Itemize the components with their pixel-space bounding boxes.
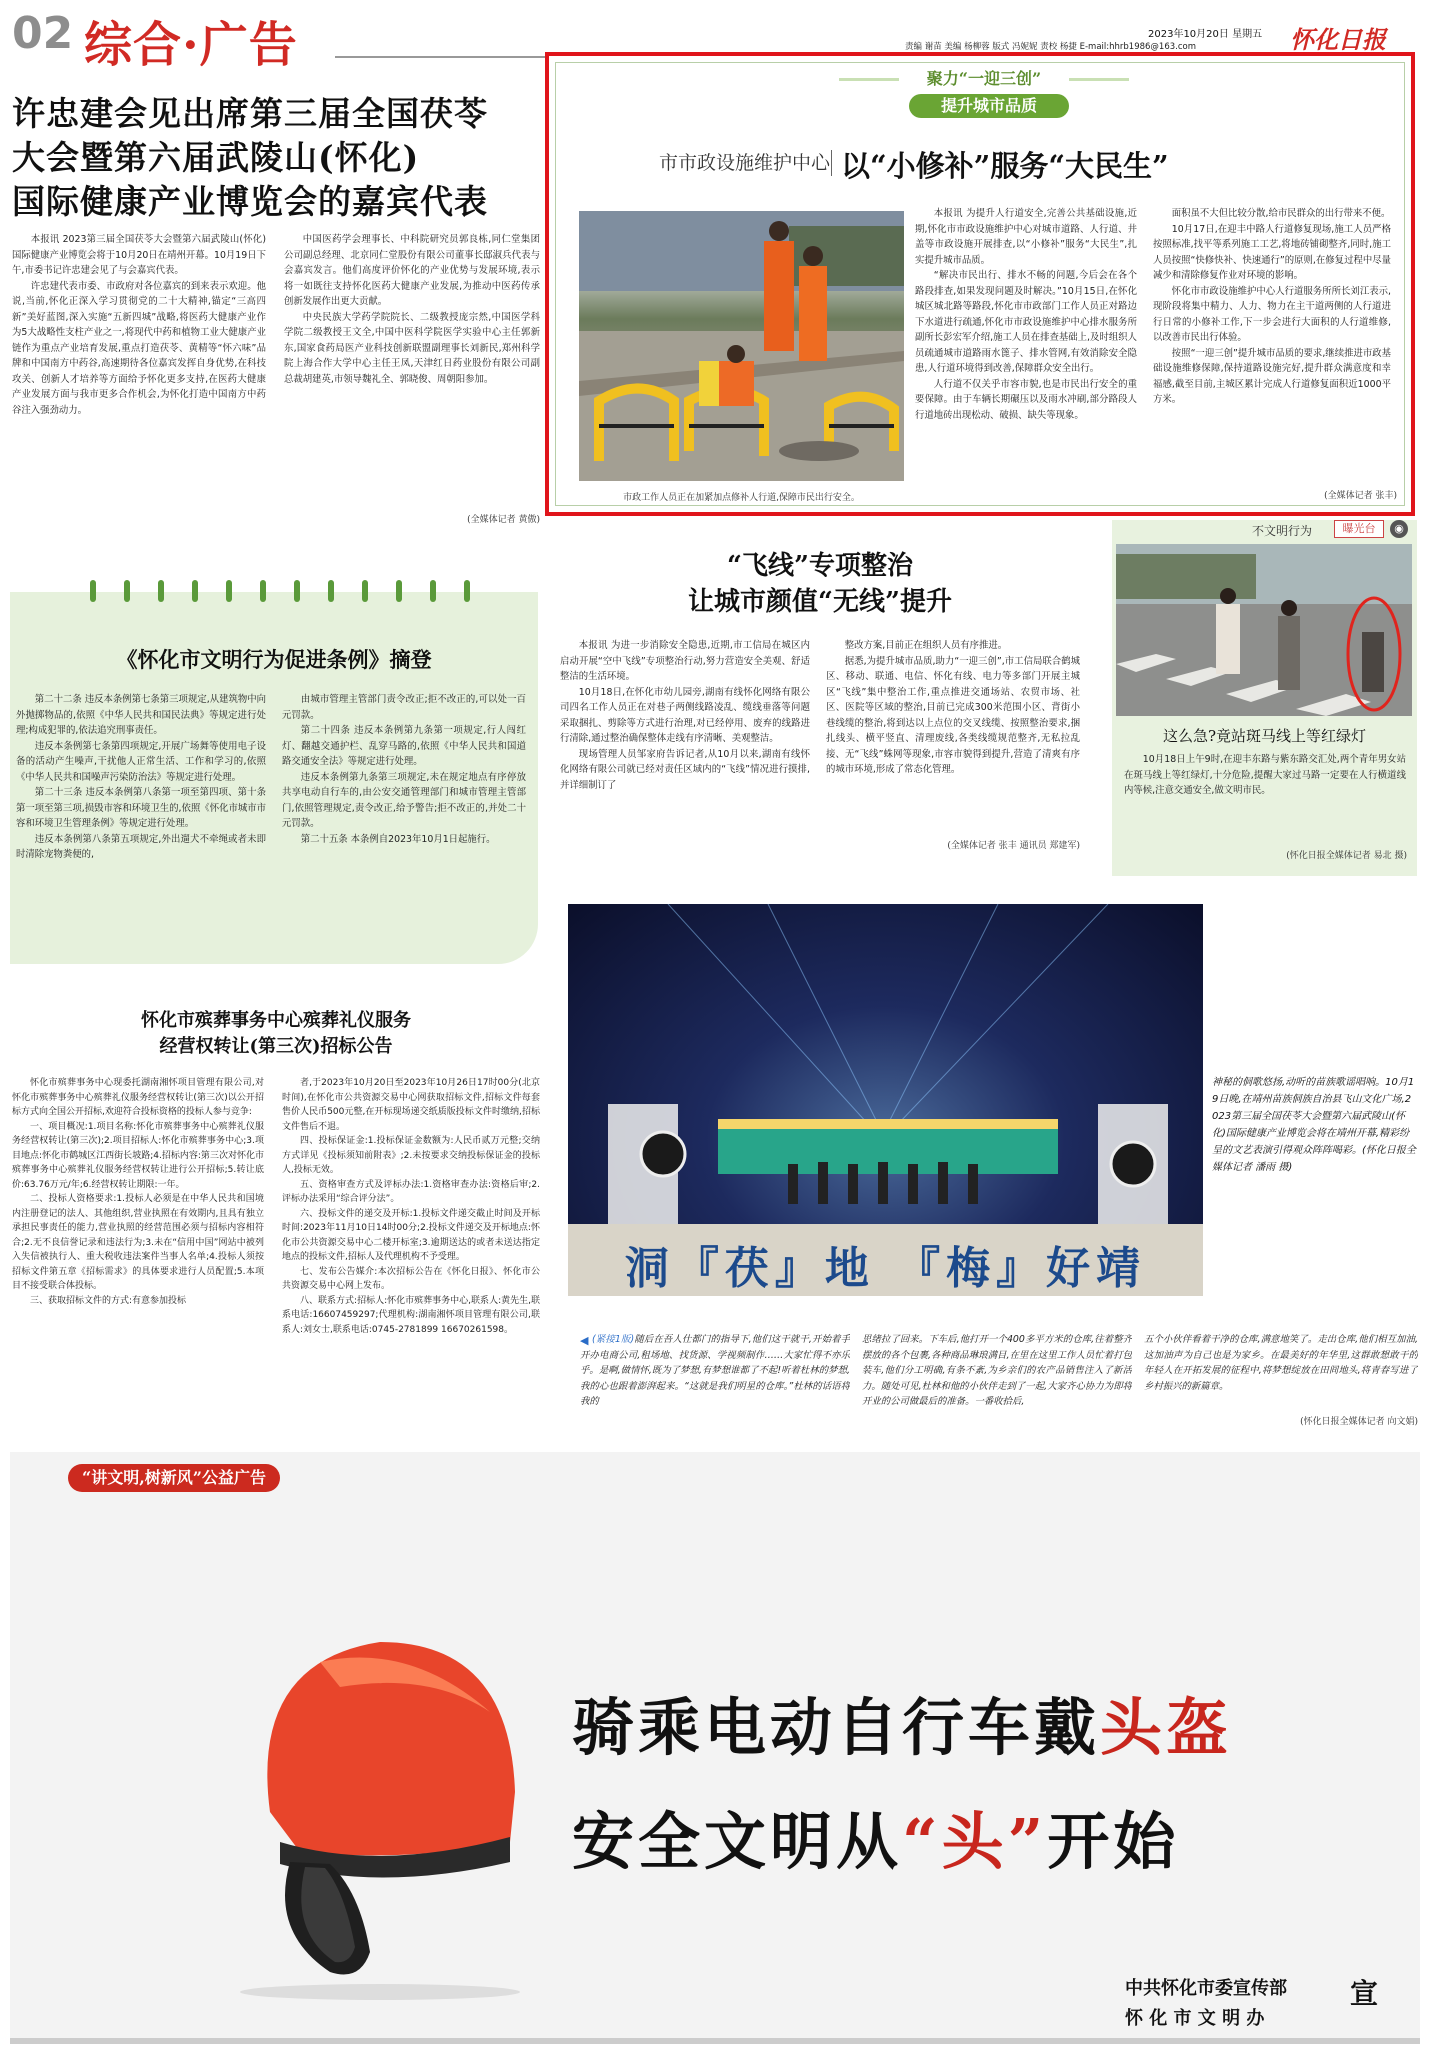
feature-col-1: 本报讯 为提升人行道安全,完善公共基础设施,近期,怀化市市政设施维护中心对城市道路、人行道、井盖等市政设施开展排查,以“小修补”服务“大民生”,扎实提升城市品质。 “解决市民出行、排水不畅的问题,今后会在各个路段排查,如果发现问题及时解决。”10月15日,在怀化城区城北路等路段,怀化市市政部门工作人员正对路边下水道进行疏通,怀化市市政设施维护中心排水服务所副所长彭宏军介绍,施工人员在排查基础上,及时组织人员疏通城市道路雨水篦子、排水管网,有效消除安全隐患,人行道环境得到改善,保障群众安全出行。 人行道不仅关乎市容市貌,也是市民出行安全的重要保障。由于车辆长期碾压以及雨水冲刷,部分路段人行道地砖出现松动、破损、缺失等现象。 — [915, 208, 1137, 421]
crosswalk-box — [1112, 520, 1417, 876]
crosswalk-caption: 这么急?竟站斑马线上等红绿灯 — [1162, 727, 1367, 745]
continued-byline: (怀化日报全媒体记者 向文娟) — [1300, 1417, 1418, 1427]
ring-icon — [430, 580, 436, 602]
funeral-col-1: 怀化市殡葬事务中心现委托湖南湘怀项目管理有限公司,对怀化市殡葬事务中心殡葬礼仪服务经营权转让(第三次)以公开招标方式向全国公开招标,欢迎符合投标资格的投标人参与竞争: 一、项目概况:1.项目名称:怀化市殡葬事务中心殡葬礼仪服务经营权转让(第三次);2.项目招标人:怀化市殡葬事务中心;3.项目地点:怀化市鹤城区江西街长坡路;4.招标内容:第三次对怀化市殡葬事务中心殡葬礼仪服务经营权转让进行公开招标;5.转让底价:63.76万元/年;6.经营权转让期限:一年。 二、投标人资格要求:1.投标人必须是在中华人民共和国境内注册登记的法人、其他组织,营业执照在有效期内,且具有独立承担民事责任的能力,营业执照的经营范围必须与招标内容相符合;2.无不良信誉记录和违法行为;3.未在“信用中国”网站中被列入失信被执行人、重大税收违法案件当事人名单;4.投标人须按招标文件第五章《招标需求》的具体要求进行人员配置;5.本项目不接受联合体投标。 三、获取招标文件的方式:有意参加投标 — [12, 1078, 264, 1306]
ring-icon — [396, 580, 402, 602]
funeral-col-2: 者,于2023年10月20日至2023年10月26日17时00分(北京时间),在怀化市公共资源交易中心网获取招标文件,招标文件每套售价人民币500元整,在开标现场递交纸质版投标文件时缴纳,招标文件售后不退。 四、投标保证金:1.投标保证金数额为:人民币贰万元整;交纳方式详见《投标须知前附表》;2.未按要求交纳投标保证金的投标人,投标无效。 五、资格审查方式及评标办法:1.资格审查办法:资格后审;2.评标办法采用“综合评分法”。 六、投标文件的递交及开标:1.投标文件递交截止时间及开标时间:2023年11月10日14时00分;2.投标文件递交及开标地点:怀化市公共资源交易中心二楼开标室;3.逾期送达的或者未送达指定地点的投标文件,招标人及代理机构不予受理。 七、发布公告媒介:本次招标公告在《怀化日报》、怀化市公共资源交易中心网上发布。 八、联系方式:招标人:怀化市殡葬事务中心,联系人:黄先生,联系电话:16607459297;代理机构:湖南湘怀项目管理有限公司,联系人:刘女士,联系电话:0745-2781899 16670261598。 — [282, 1078, 540, 1335]
feature-kicker: 市市政设施维护中心 — [659, 152, 831, 174]
ring-icon — [90, 580, 96, 602]
regulation-col-2: 由城市管理主管部门责令改正;拒不改正的,可以处一百元罚款。 第二十四条 违反本条例第九条第一项规定,行人闯红灯、翻越交通护栏、乱穿马路的,依照《中华人民共和国道路交通安全法》等规定进行处理。 违反本条例第九条第三项规定,未在规定地点有序停放共享电动自行车的,由公安交通管理部门和城市管理主管部门,依照管理规定,责令改正,给予警告;拒不改正的,并处二十元罚款。 第二十五条 本条例自2023年10月1日起施行。 — [282, 694, 526, 845]
ad-tag: “讲文明,树新风”公益广告 — [68, 1464, 280, 1492]
road-repair-photo — [579, 211, 904, 481]
feature-col-2: 面积虽不大但比较分散,给市民群众的出行带来不便。 10月17日,在迎丰中路人行道修复现场,施工人员严格按照标准,找平等系列施工工艺,将地砖铺砌整齐,同时,施工人员按照“快修快补、快速通行”的原则,在修复过程中尽量减少和清除修复作业对环境的影响。 怀化市市政设施维护中心人行道服务所所长刘江表示,现阶段将集中精力、人力、物力在主干道两侧的人行道进行日常的小修补工作,下一步会进行大面积的人行道维修,以改善市民出行体验。 按照“一迎三创”提升城市品质的要求,继续推进市政基础设施维修保障,保持道路设施完好,提升群众满意度和幸福感,截至目前,主城区累计完成人行道修复面积近1000平方米。 — [1153, 208, 1391, 405]
funeral-title-line: 经营权转让(第三次)招标公告 — [159, 1036, 393, 1057]
feature-photo-caption: 市政工作人员正在加紧加点修补人行道,保障市民出行安全。 — [623, 493, 860, 503]
continued-col-2: 思绪拉了回来。下车后,他打开一个400多平方米的仓库,往着整齐摆放的各个包裹,各种商品琳琅满目,在里在这里工作人员忙着打包装车,他们分工明确,有条不紊,为乡亲们的农产品销售注入了新活力。随处可见,杜林和他的小伙伴走到了一起,大家齐心协力为即将开业的公司做最后的准备。一番收拾后, — [862, 1334, 1132, 1407]
helmet-icon — [210, 1602, 530, 2002]
funeral-title-line: 怀化市殡葬事务中心殡葬礼仪服务 — [141, 1010, 411, 1031]
funeral-title — [12, 1008, 540, 1060]
feature-article — [545, 52, 1415, 516]
exposure-column-tag: 曝光台 — [1334, 520, 1384, 538]
continued-col-3: 五个小伙伴看着干净的仓库,满意地笑了。走出仓库,他们相互加油,这加油声为自己也是为家乡。在最美好的年华里,这群敢想敢干的年轻人在开拓发展的征程中,将梦想绽放在田间地头,将青春写进了乡村振兴的新篇章。 — [1144, 1334, 1418, 1392]
feature-headline: 以“小修补”服务“大民生” — [841, 149, 1169, 183]
ring-icon — [124, 580, 130, 602]
flying-byline: (全媒体记者 张丰 通讯员 郑建军) — [947, 841, 1080, 851]
flying-col-2: 整改方案,目前正在组织人员有序推进。 据悉,为提升城市品质,助力“一迎三创”,市工信局联合鹤城区、移动、联通、电信、怀化有线、电力等多部门开展主城区“飞线”集中整治工作,重点推进交通场站、农贸市场、社区、医院等区域的整治,目前已完成300米范围小区、背街小巷线缆的整治,将到达以上点位的交叉线缆、按照整治要求,捆扎线头、横平竖直、清理废线,各类线缆规范整齐,无私拉乱接、无“飞线”蛛网等现象,市容市貌得到提升,营造了清爽有序的城市环境,形成了常态化管理。 — [826, 640, 1080, 775]
continued-col-1: (紧接1版)随后在吾人仕都门的指导下,他们这干就干,开始着手开办电商公司,租场地、找货源、学视频制作……大家忙得不亦乐乎。是啊,做情怀,既为了梦想,有梦想谁都了不起!听着杜林的梦想,我的心也跟着澎湃起来。“这就是我们明星的仓库。”杜林的话语将我的 — [580, 1334, 850, 1407]
lead-byline: (全媒体记者 黄傲) — [467, 515, 540, 525]
ring-icon — [192, 580, 198, 602]
ad-stamp: 宣 — [1350, 1977, 1379, 2010]
ring-icon — [226, 580, 232, 602]
lead-col-1: 本报讯 2023第三届全国茯苓大会暨第六届武陵山(怀化)国际健康产业博览会将于10月20日在靖州开幕。10月19日下午,市委书记许忠建会见了与会嘉宾代表。 许忠建代表市委、市政府对各位嘉宾的到来表示欢迎。他说,当前,怀化正深入学习贯彻党的二十大精神,锚定“三高四新”美好蓝图,深入实施“五新四城”战略,将医药大健康产业作为5大战略性支柱产业之一,将现代中药和植物工业大健康产业链作为重点产业培育发展,重点打造茯苓、黄精等“怀六味”品牌和中国南方中药谷,高速期待各位嘉宾发挥自身优势,在科技攻关、创新人才培养等方面给予怀化更多支持,在医药大健康产业发展方面与我市更多合作机会,为怀化打造中国南方中药谷注入强劲动力。 — [12, 234, 266, 416]
flying-headline-line: “飞线”专项整治 — [727, 551, 913, 581]
lead-headline-line: 国际健康产业博览会的嘉宾代表 — [12, 182, 488, 221]
lead-col-2: 中国医药学会理事长、中科院研究员郭良栋,同仁堂集团公司副总经理、北京同仁堂股份有限公司董事长邸淑兵代表与会嘉宾发言。他们高度评价怀化的产业优势与发展环境,表示将一如既往支持怀化医药大健康产业发展,为推动中医药传承创新发展作出更大贡献。 中央民族大学药学院院长、二级教授庞宗然,中国医学科学院二级教授王文全,中国中医科学院医学实验中心主任郭新东,国家食药局医产业科技创新联盟副理事长刘新民,郑州科学院上海合作大学中心主任王凤,天津红日药业股份有限公司副总裁胡建英,市领导魏礼全、郭晓俊、周朝阳参加。 — [284, 234, 540, 385]
section-title: 综合·广告 — [84, 17, 298, 73]
masthead-rule — [335, 56, 545, 58]
feature-banner — [889, 66, 1079, 124]
crosswalk-scene-illustration — [1116, 544, 1412, 716]
ring-icon — [158, 580, 164, 602]
funeral-notice — [12, 1008, 540, 1432]
continued-article — [580, 1332, 1418, 1432]
ad-slogan-line-2: 安全文明从“头”开始 — [572, 1805, 1180, 1878]
banner-line-1: 聚力“一迎三创” — [926, 69, 1042, 88]
regulation-box — [10, 592, 538, 964]
notepad-rings — [90, 580, 470, 604]
ring-icon — [260, 580, 266, 602]
crosswalk-byline: (怀化日报全媒体记者 易北 摄) — [1286, 851, 1407, 861]
ad-sponsor-2: 怀 化 市 文 明 办 — [1125, 2008, 1265, 2029]
banner-line-2: 提升城市品质 — [909, 94, 1069, 118]
staff-line: 责编 谢苗 美编 杨柳蓉 版式 冯妮妮 责校 杨捷 E-mail:hhrb1986@163.com — [905, 42, 1197, 52]
feature-byline: (全媒体记者 张丰) — [1324, 491, 1397, 501]
ceremony-photo — [568, 904, 1203, 1296]
ring-icon — [328, 580, 334, 602]
lead-headline-line: 许忠建会见出席第三届全国茯苓 — [12, 94, 488, 133]
page-number: 02 — [12, 8, 74, 59]
crosswalk-text: 10月18日上午9时,在迎丰东路与紫东路交汇处,两个青年男女站在斑马线上等红绿灯,十分危险,提醒大家过马路一定要在人行横道线内等候,注意交通安全,做文明市民。 — [1124, 754, 1406, 796]
page-masthead — [0, 0, 1430, 73]
flying-wire-article — [560, 548, 1080, 864]
issue-date: 2023年10月20日 星期五 — [1148, 29, 1263, 40]
flying-headline — [560, 548, 1080, 620]
ring-icon — [362, 580, 368, 602]
regulation-title: 《怀化市文明行为促进条例》摘登 — [116, 647, 432, 672]
helmet-illustration — [210, 1602, 530, 2002]
stage-banner-text: 洞『茯』地 『梅』好靖 — [624, 1243, 1147, 1294]
flying-headline-line: 让城市颜值“无线”提升 — [688, 587, 952, 617]
paper-name-logo: 怀化日报 — [1290, 25, 1386, 54]
public-service-ad — [10, 1452, 1420, 2044]
regulation-col-1: 第二十二条 违反本条例第七条第三项规定,从建筑物中向外抛掷物品的,依照《中华人民共和国民法典》等规定进行处理;构成犯罪的,依法追究刑事责任。 违反本条例第七条第四项规定,开展广场舞等使用电子设备的活动产生噪声,干扰他人正常生活、工作和学习的,依照《中华人民共和国噪声污染防治法》等规定进行处理。 第二十三条 违反本条例第八条第一项至第四项、第十条第一项至第三项,损毁市容和环境卫生的,依照《怀化市城市市容和环境卫生管理条例》等规定进行处理。 违反本条例第八条第五项规定,外出遛犬不牵绳或者未即时清除宠物粪便的, — [16, 694, 266, 860]
repair-scene-illustration — [579, 211, 904, 481]
flying-col-1: 本报讯 为进一步消除安全隐患,近期,市工信局在城区内启动开展“空中飞线”专项整治行动,努力营造安全美观、舒适整洁的生活环境。 10月18日,在怀化市幼儿园旁,湖南有线怀化网络有限公司四名工作人员正在对巷子两侧线路凌乱、缆线垂落等问题采取捆扎、剪除等方式进行治理,对已经停用、废弃的线路进行清除,通过整治确保整体走线有序清晰、美观整洁。 现场管理人员邹家府告诉记者,从10月以来,湖南有线怀化网络有限公司就已经对责任区域内的“飞线”情况进行摸排,并详细制订了 — [560, 640, 810, 791]
continued-marker-icon: ◀ — [580, 1334, 589, 1347]
ad-slogan-line-1: 骑乘电动自行车戴头盔 — [572, 1691, 1233, 1764]
ring-icon — [464, 580, 470, 602]
crosswalk-photo — [1116, 544, 1412, 716]
lead-headline — [12, 92, 540, 224]
kicker-divider — [831, 150, 832, 176]
ring-icon — [294, 580, 300, 602]
ceremony-caption: 神秘的侗歌悠扬,动听的苗族歌谣唱响。10月19日晚,在靖州苗族侗族自治县飞山文化广场,2023第三届全国茯苓大会暨第六届武陵山(怀化)国际健康产业博览会将在靖州开幕,精彩纷呈的文艺表演引得观众阵阵喝彩。(怀化日报全媒体记者 潘雨 摄) — [1212, 1077, 1416, 1173]
lead-article — [12, 92, 540, 532]
ad-sponsor-1: 中共怀化市委宣传部 — [1125, 1978, 1287, 1999]
camera-icon: ◉ — [1390, 520, 1408, 538]
exposure-column-label: 不文明行为 — [1252, 524, 1313, 538]
lead-headline-line: 大会暨第六届武陵山(怀化) — [12, 138, 420, 177]
